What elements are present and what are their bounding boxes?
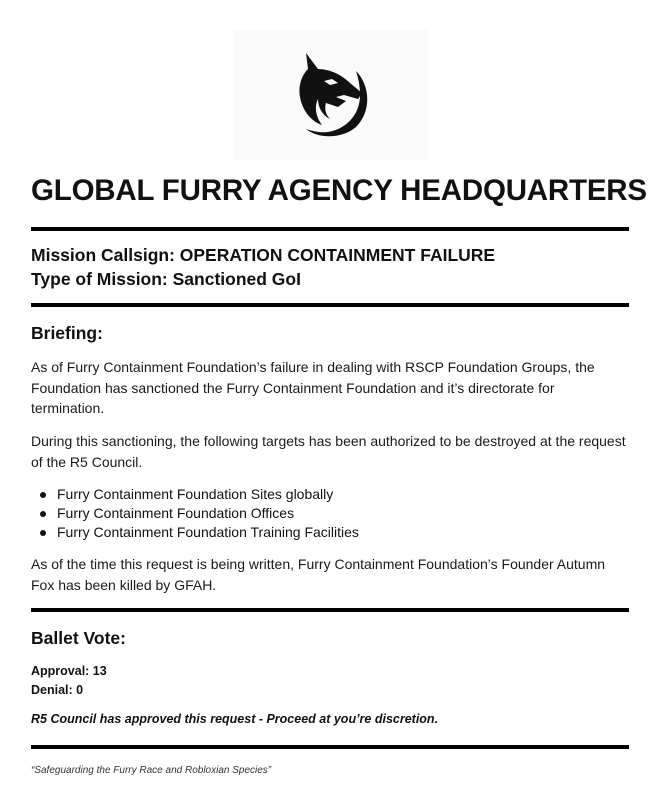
vote-heading: Ballet Vote: (31, 628, 126, 648)
mission-callsign: Mission Callsign: OPERATION CONTAINMENT FAILURE (31, 245, 496, 265)
mission-type: Type of Mission: Sanctioned GoI (31, 269, 301, 289)
denial-count: Denial: 0 (31, 683, 84, 697)
briefing-heading: Briefing: (31, 323, 103, 343)
approval-count: Approval: 13 (31, 664, 107, 678)
briefing-paragraph: As of the time this request is being written, Furry Containment Foundation’s Founder Autumn Fox has been killed by GFAH. (31, 556, 606, 593)
bullet-icon (40, 492, 46, 498)
bullet-icon (40, 511, 46, 517)
divider (31, 227, 629, 231)
briefing-paragraph: As of Furry Containment Foundation’s failure in dealing with RSCP Foundation Groups, the Foundation has sanctioned the Furry Containment Foundation and it’s directorate for termination. (31, 359, 595, 416)
vote-counts (31, 662, 107, 700)
logo (233, 30, 428, 160)
list-item: Furry Containment Foundation Offices (31, 504, 359, 523)
bullet-icon (40, 530, 46, 536)
divider (31, 608, 629, 612)
wolf-head-icon (286, 49, 376, 141)
list-item: Furry Containment Foundation Training Facilities (31, 523, 359, 542)
divider (31, 745, 629, 749)
page-title: GLOBAL FURRY AGENCY HEADQUARTERS (31, 174, 647, 207)
list-item: Furry Containment Foundation Sites globally (31, 485, 359, 504)
footer-motto: “Safeguarding the Furry Race and Robloxian Species” (31, 765, 272, 776)
vote-result: R5 Council has approved this request - Proceed at you’re discretion. (31, 712, 439, 726)
briefing-paragraph: During this sanctioning, the following targets has been authorized to be destroyed at the request of the R5 Council. (31, 433, 626, 470)
targets-list (31, 485, 359, 542)
divider (31, 303, 629, 307)
mission-info (31, 243, 495, 291)
